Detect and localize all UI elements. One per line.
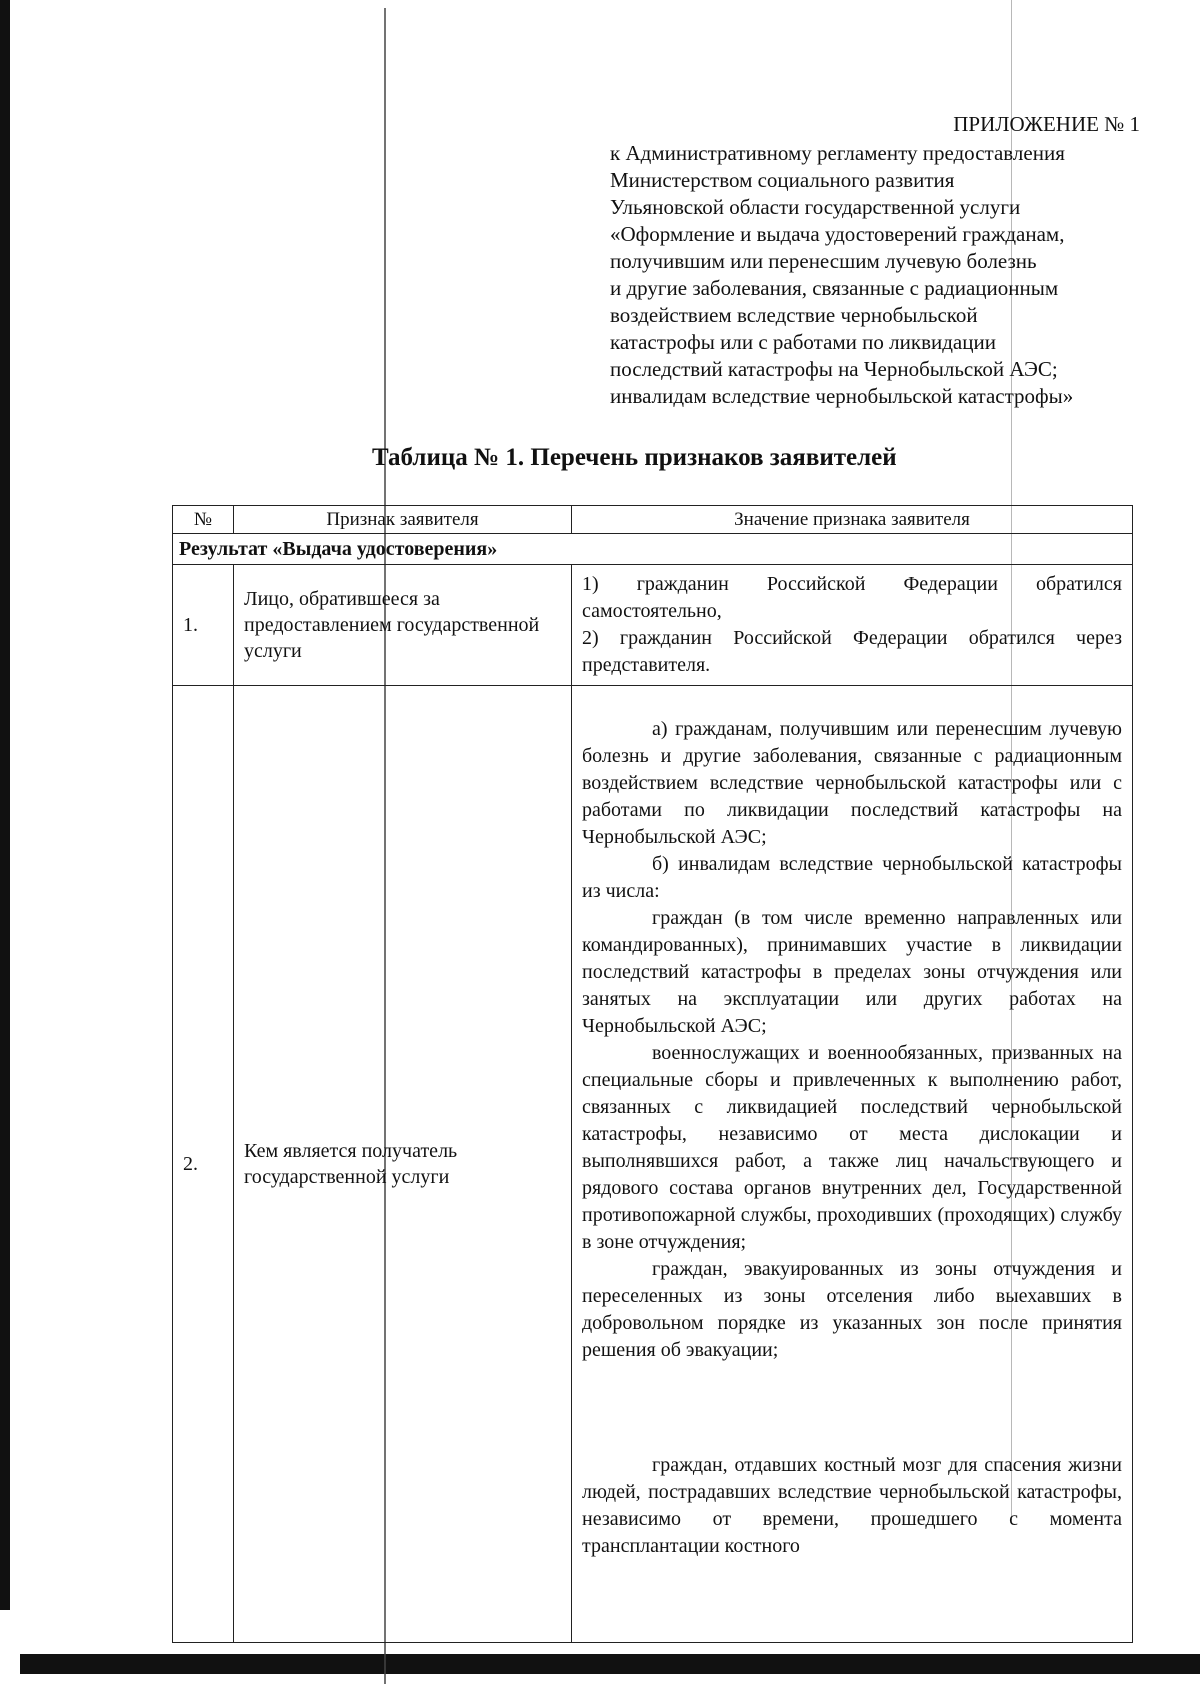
table-row bbox=[173, 686, 1133, 1643]
value-item: 2) гражданин Российской Федерации обратился через представителя. bbox=[582, 627, 1122, 676]
section-title: Результат «Выдача удостоверения» bbox=[173, 534, 1133, 565]
appendix-line: инвалидам вследствие чернобыльской катастрофы» bbox=[610, 384, 1074, 408]
table-header-row bbox=[173, 506, 1133, 534]
value-item: 1) гражданин Российской Федерации обратился самостоятельно, bbox=[582, 573, 1122, 622]
value-item: граждан, эвакуированных из зоны отчуждения и переселенных из зоны отселения либо выехавших в добровольном порядке из указанных зон после принятия решения об эвакуации; bbox=[582, 1258, 1122, 1361]
blank-gap bbox=[582, 1364, 1122, 1452]
value-item: военнослужащих и военнообязанных, призванных на специальные сборы и привлеченных к выполнению работ, связанных с ликвидацией последствий чернобыльской катастрофы, независимо от места дислокации и выполнявшихся работ, а также лиц начальствующего и рядового состава органов внутренних дел, Государственной противопожарной службы, проходивших (проходящих) службу в зоне отчуждения; bbox=[582, 1042, 1122, 1253]
scan-border-left bbox=[0, 0, 10, 1610]
appendix-line: Ульяновской области государственной услуги bbox=[610, 195, 1021, 219]
header-feature: Признак заявителя bbox=[234, 506, 572, 534]
header-number: № bbox=[173, 506, 234, 534]
value-item: граждан (в том числе временно направленных или командированных), принимавших участие в ликвидации последствий катастрофы в пределах зоны отчуждения или занятых на эксплуатации или других работах на Чернобыльской АЭС; bbox=[582, 907, 1122, 1037]
value-item: граждан, отдавших костный мозг для спасения жизни людей, пострадавших вследствие чернобыльской катастрофы, независимо от времени, прошедшего с момента трансплантации костного bbox=[582, 1454, 1122, 1557]
appendix-line: Министерством социального развития bbox=[610, 168, 955, 192]
row-number: 1. bbox=[173, 565, 234, 686]
value-item: б) инвалидам вследствие чернобыльской катастрофы из числа: bbox=[582, 853, 1122, 902]
appendix-line: катастрофы или с работами по ликвидации bbox=[610, 330, 996, 354]
scan-border-bottom bbox=[20, 1654, 1200, 1674]
section-row bbox=[173, 534, 1133, 565]
appendix-title: ПРИЛОЖЕНИЕ № 1 bbox=[953, 112, 1140, 136]
appendix-line: «Оформление и выдача удостоверений гражданам, bbox=[610, 222, 1065, 246]
row-feature: Кем является получатель государственной услуги bbox=[234, 686, 572, 1643]
appendix-subtitle bbox=[610, 140, 1150, 410]
header-value: Значение признака заявителя bbox=[572, 506, 1133, 534]
table-row bbox=[173, 565, 1133, 686]
row-feature: Лицо, обратившееся за предоставлением государственной услуги bbox=[234, 565, 572, 686]
row-values bbox=[572, 686, 1133, 1643]
appendix-line: воздействием вследствие чернобыльской bbox=[610, 303, 978, 327]
table-title: Таблица № 1. Перечень признаков заявителей bbox=[372, 444, 897, 471]
appendix-line: получившим или перенесшим лучевую болезнь bbox=[610, 249, 1037, 273]
appendix-line: последствий катастрофы на Чернобыльской АЭС; bbox=[610, 357, 1058, 381]
value-item: а) гражданам, получившим или перенесшим лучевую болезнь и другие заболевания, связанные с радиационным воздействием вследствие чернобыльской катастрофы или с работами по ликвидации последствий катастрофы на Чернобыльской АЭС; bbox=[582, 718, 1122, 848]
appendix-line: к Административному регламенту предоставления bbox=[610, 141, 1065, 165]
applicant-features-table bbox=[172, 505, 1133, 1643]
row-values bbox=[572, 565, 1133, 686]
appendix-line: и другие заболевания, связанные с радиационным bbox=[610, 276, 1059, 300]
row-number: 2. bbox=[173, 686, 234, 1643]
